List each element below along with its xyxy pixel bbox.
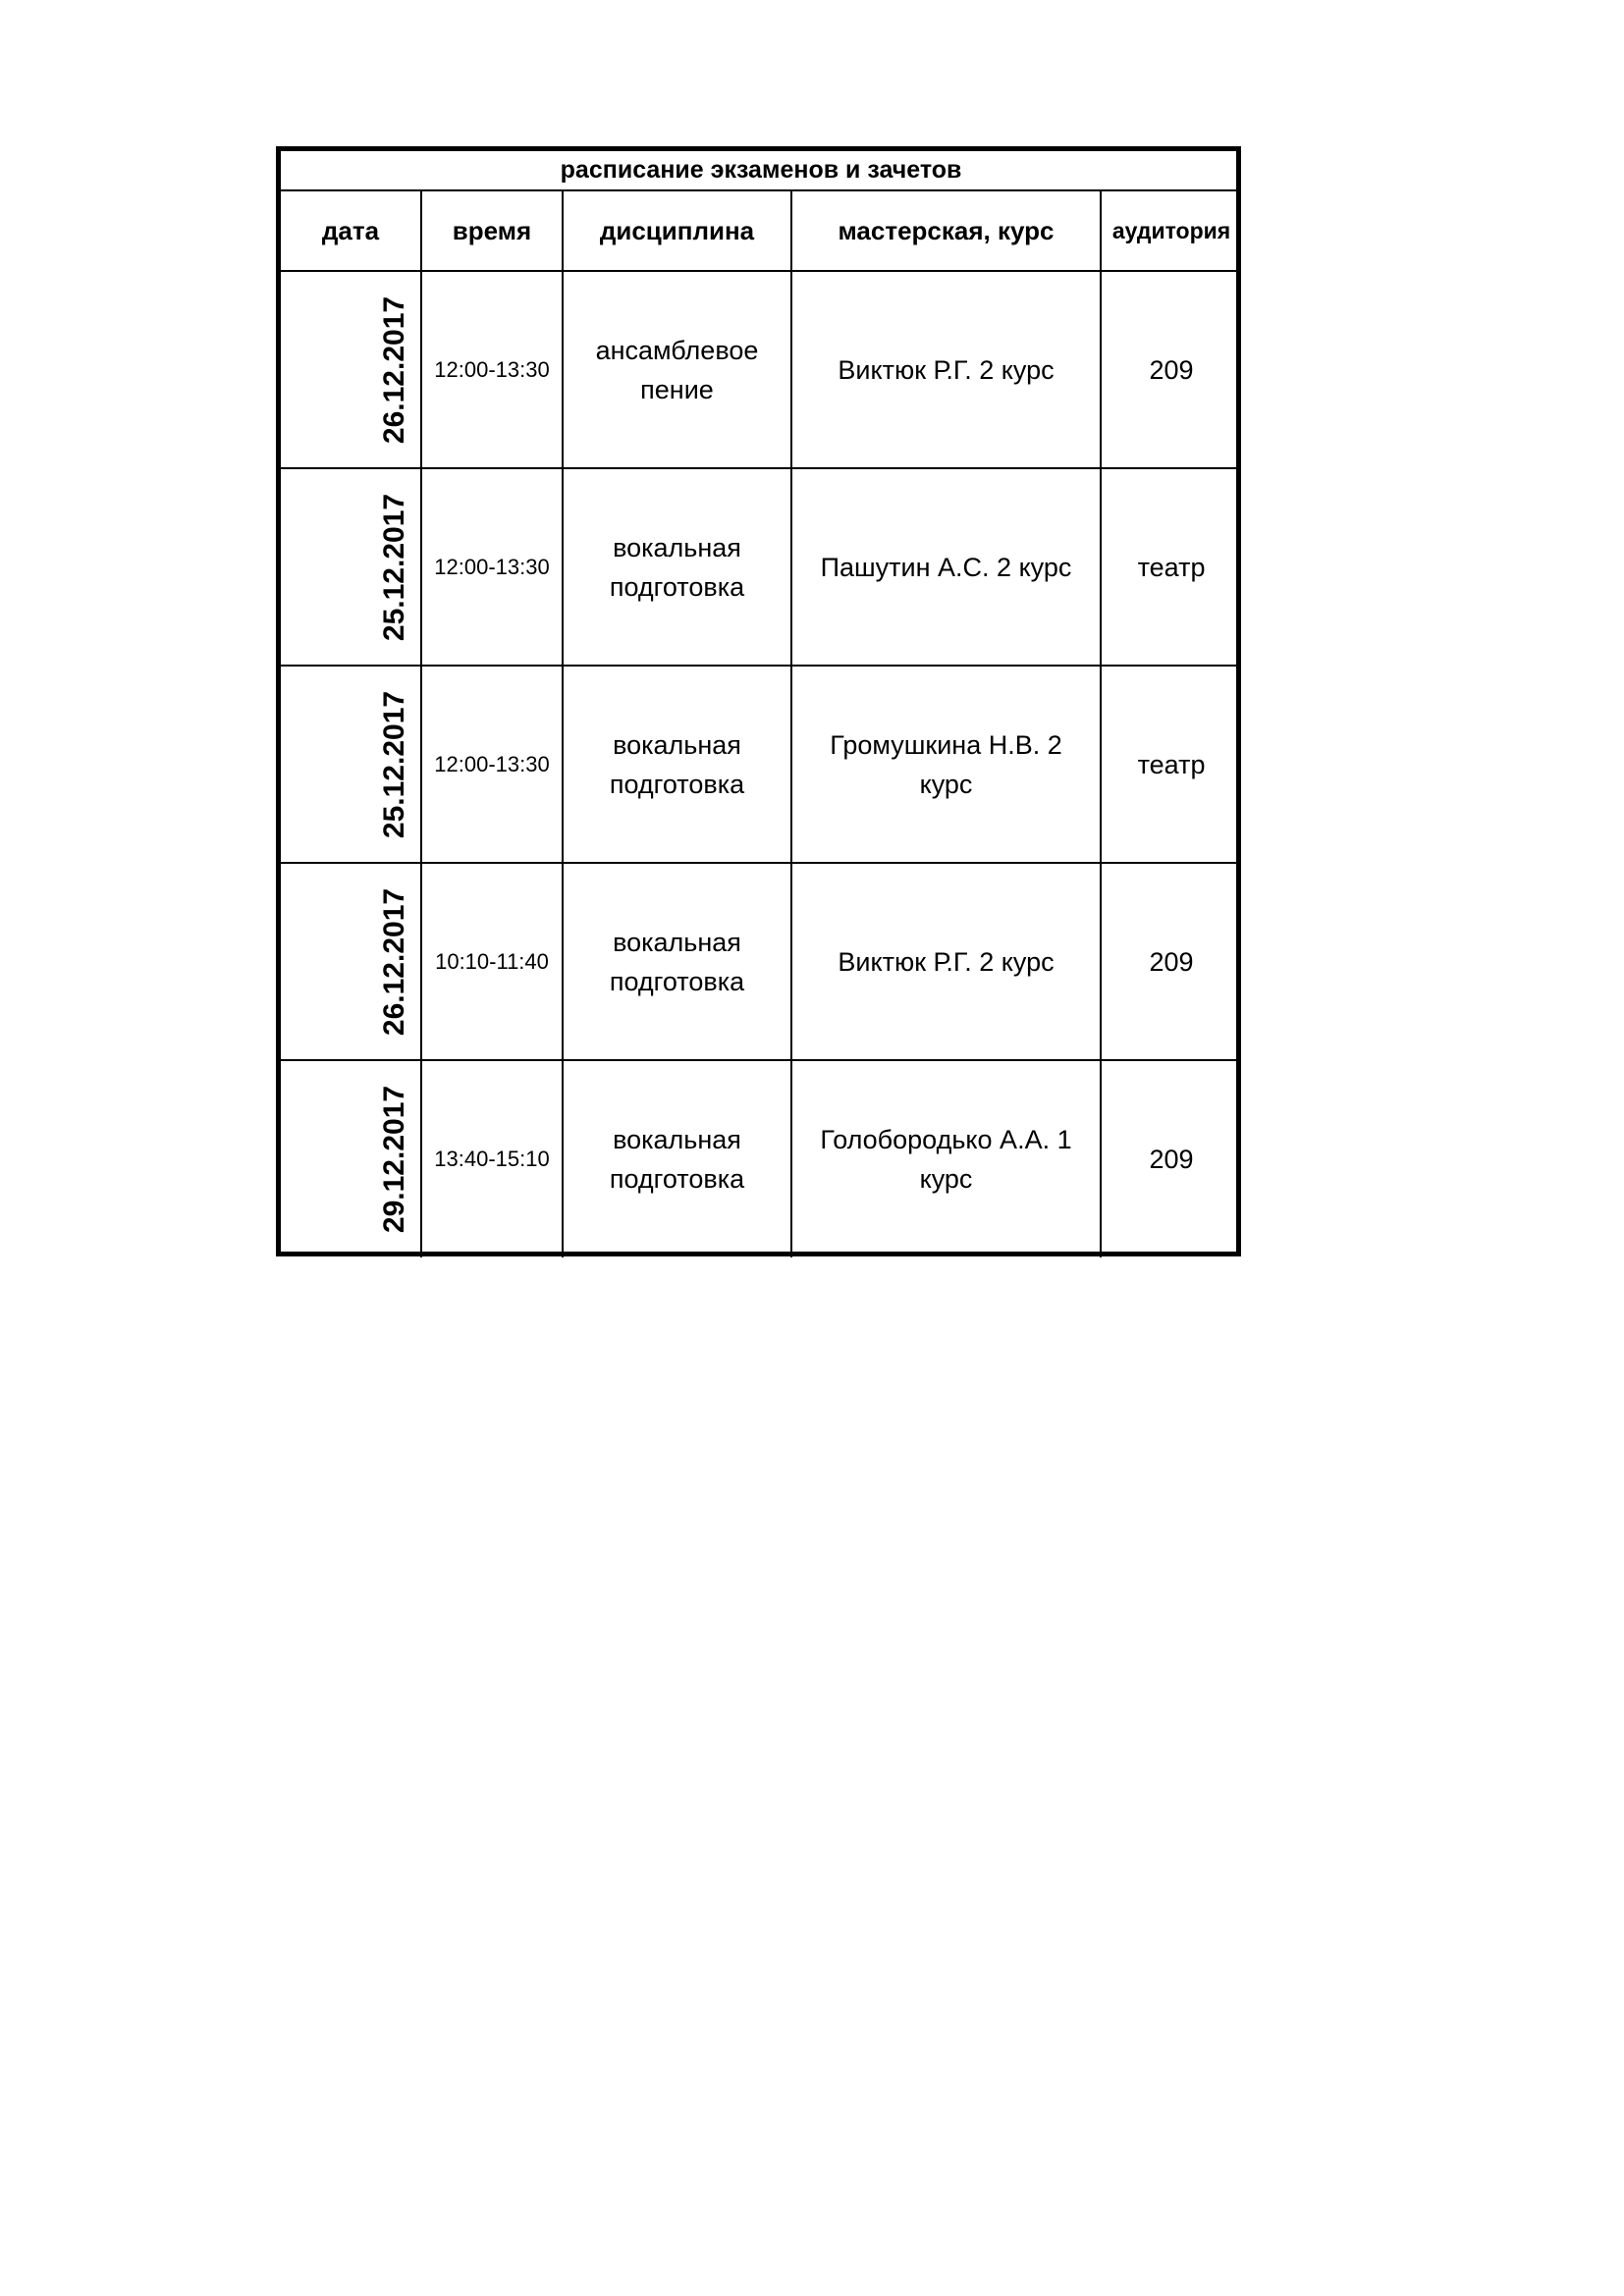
studio-text: Виктюк Р.Г. 2 курс (838, 354, 1055, 385)
table-row (281, 1060, 1241, 1257)
date-text: 25.12.2017 (378, 690, 411, 838)
date-cell (281, 863, 421, 1060)
schedule-table-frame (276, 146, 1241, 1256)
studio-text: Голобородько А.А. 1 курс (820, 1125, 1072, 1194)
studio-cell (791, 271, 1101, 468)
discipline-cell (563, 1060, 791, 1257)
studio-cell (791, 468, 1101, 666)
studio-text: Громушкина Н.В. 2 курс (830, 729, 1062, 799)
discipline-cell (563, 271, 791, 468)
column-header-studio: мастерская, курс (791, 190, 1101, 271)
studio-cell (791, 863, 1101, 1060)
title-row (281, 151, 1241, 190)
table-row (281, 863, 1241, 1060)
table-row (281, 666, 1241, 863)
room-cell: 209 (1101, 863, 1241, 1060)
room-cell: театр (1101, 666, 1241, 863)
studio-text: Виктюк Р.Г. 2 курс (838, 946, 1055, 977)
time-cell: 10:10-11:40 (421, 863, 563, 1060)
date-cell (281, 666, 421, 863)
discipline-text: вокальная подготовка (609, 532, 745, 602)
discipline-text: вокальная подготовка (609, 927, 745, 996)
column-header-time: время (421, 190, 563, 271)
column-header-discipline: дисциплина (563, 190, 791, 271)
table-row (281, 271, 1241, 468)
room-cell: театр (1101, 468, 1241, 666)
time-cell: 13:40-15:10 (421, 1060, 563, 1257)
discipline-cell (563, 863, 791, 1060)
table-row (281, 468, 1241, 666)
discipline-text: вокальная подготовка (609, 1125, 745, 1194)
date-text: 29.12.2017 (378, 1085, 411, 1234)
discipline-cell (563, 666, 791, 863)
discipline-text: ансамблевое пение (595, 335, 759, 404)
discipline-text: вокальная подготовка (609, 729, 745, 799)
studio-cell (791, 1060, 1101, 1257)
time-cell: 12:00-13:30 (421, 271, 563, 468)
room-cell: 209 (1101, 271, 1241, 468)
date-cell (281, 468, 421, 666)
time-cell: 12:00-13:30 (421, 468, 563, 666)
date-cell (281, 1060, 421, 1257)
studio-text: Пашутин А.С. 2 курс (820, 552, 1072, 582)
schedule-table (281, 151, 1241, 1257)
column-header-room: аудитория (1101, 190, 1241, 271)
date-text: 26.12.2017 (378, 295, 411, 444)
studio-cell (791, 666, 1101, 863)
discipline-cell (563, 468, 791, 666)
room-cell: 209 (1101, 1060, 1241, 1257)
time-cell: 12:00-13:30 (421, 666, 563, 863)
header-row (281, 190, 1241, 271)
date-text: 26.12.2017 (378, 887, 411, 1036)
table-title: расписание экзаменов и зачетов (281, 151, 1241, 190)
date-text: 25.12.2017 (378, 493, 411, 641)
date-cell (281, 271, 421, 468)
column-header-date: дата (281, 190, 421, 271)
